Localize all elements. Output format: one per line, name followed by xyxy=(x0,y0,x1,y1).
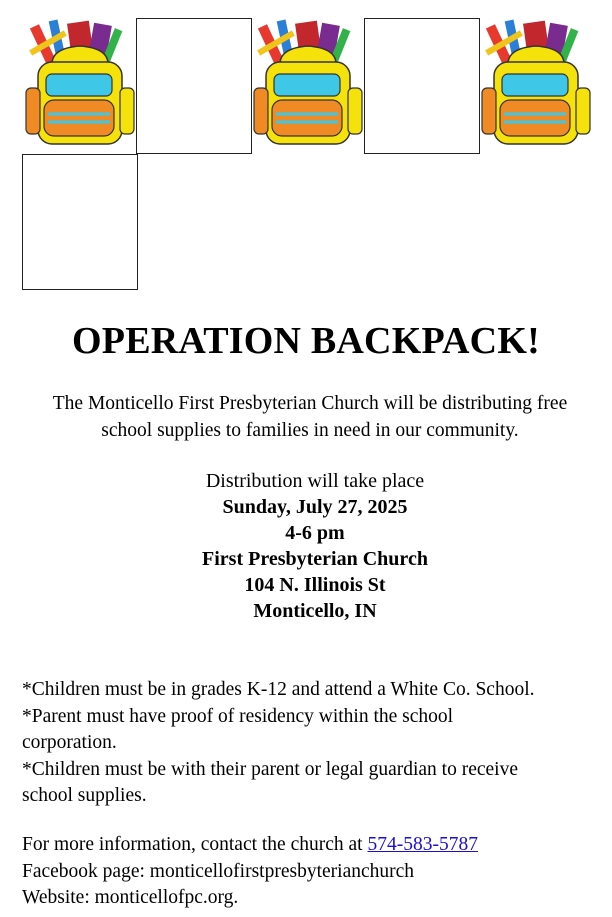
distribution-city: Monticello, IN xyxy=(253,600,377,622)
distribution-details xyxy=(0,468,612,624)
contact-info-prefix: For more information, contact the church at xyxy=(22,834,368,855)
requirement-line: school supplies. xyxy=(22,785,147,806)
empty-image-placeholder xyxy=(364,18,480,154)
backpack-with-supplies-icon xyxy=(250,18,366,154)
empty-image-placeholder xyxy=(136,18,252,154)
website-line: Website: monticellofpc.org. xyxy=(22,887,239,908)
distribution-venue: First Presbyterian Church xyxy=(202,548,428,570)
intro-line: The Monticello First Presbyterian Church will be distributing free xyxy=(52,393,568,414)
flyer-title: OPERATION BACKPACK! xyxy=(72,320,540,362)
distribution-street: 104 N. Illinois St xyxy=(244,574,386,596)
distribution-date: Sunday, July 27, 2025 xyxy=(222,496,408,518)
backpack-with-supplies-icon xyxy=(22,18,138,154)
requirement-line: corporation. xyxy=(22,732,117,753)
intro-paragraph xyxy=(10,390,610,444)
eligibility-requirements xyxy=(22,677,610,810)
empty-image-placeholder xyxy=(22,154,138,290)
requirement-line: *Parent must have proof of residency within the school xyxy=(22,705,454,727)
contact-info-line xyxy=(22,832,610,859)
distribution-time: 4-6 pm xyxy=(285,522,345,544)
facebook-line: Facebook page: monticellofirstpresbyterianchurch xyxy=(22,860,415,882)
backpack-with-supplies-icon xyxy=(478,18,594,154)
requirement-line: *Children must be in grades K-12 and attend a White Co. School. xyxy=(22,679,535,700)
intro-line: school supplies to families in need in our community. xyxy=(101,420,519,441)
backpack-image-2 xyxy=(250,18,366,154)
distribution-intro: Distribution will take place xyxy=(205,470,425,492)
phone-link[interactable]: 574-583-5787 xyxy=(367,834,478,855)
requirement-line: *Children must be with their parent or legal guardian to receive xyxy=(22,758,519,780)
backpack-image-1 xyxy=(22,18,138,154)
contact-section xyxy=(22,832,610,912)
backpack-image-3 xyxy=(478,18,594,154)
